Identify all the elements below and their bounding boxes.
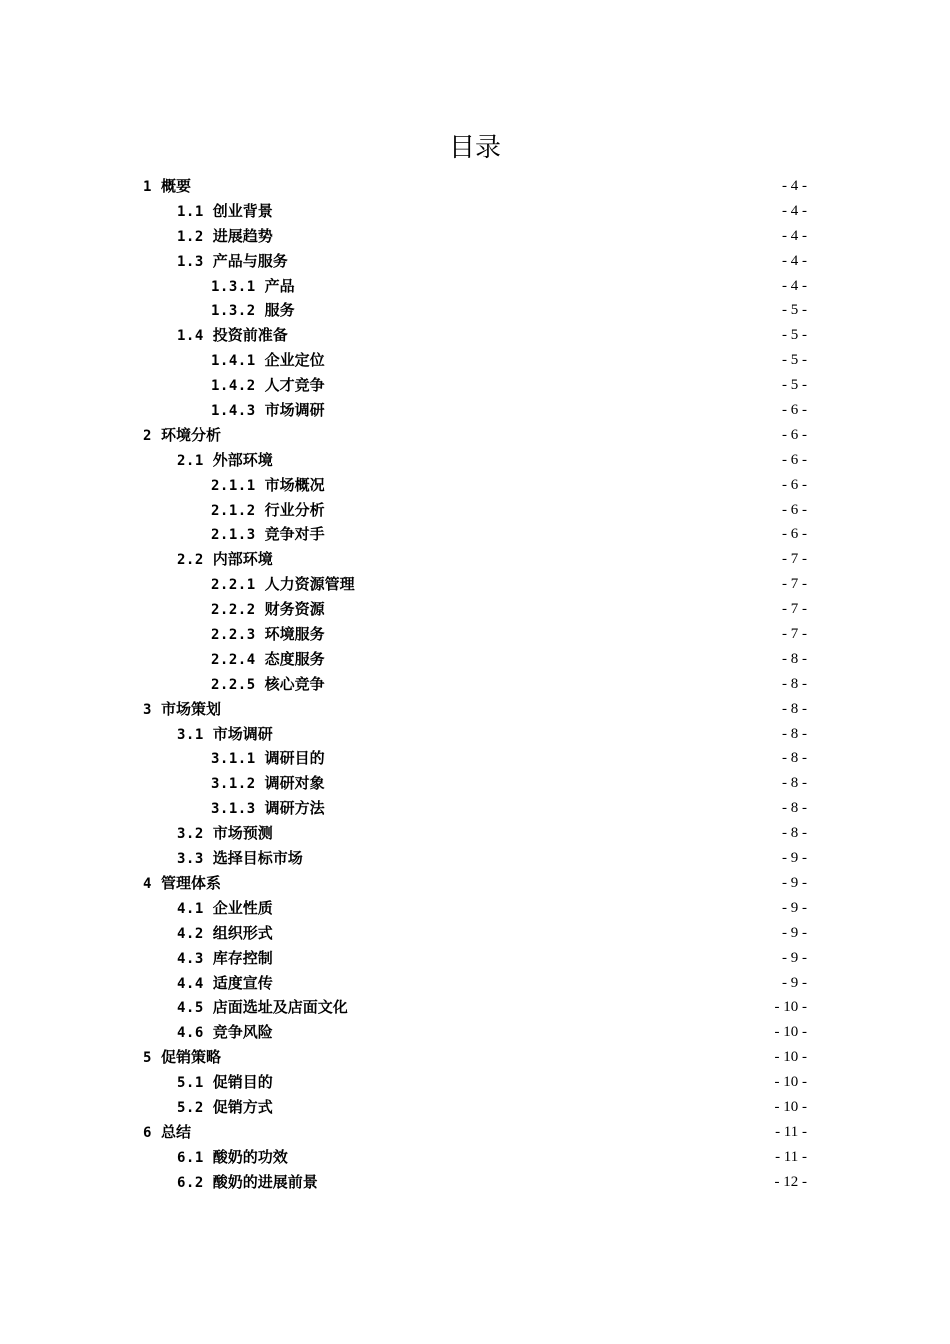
toc-entry-number: 5 [143,1050,152,1067]
toc-entry-number: 4.2 [177,925,204,942]
toc-entry-page: - 4 - [782,252,807,269]
toc-entry[interactable] [143,622,807,647]
toc-entry[interactable] [143,1020,807,1045]
toc-entry-text: 调研目的 [264,749,325,768]
toc-entry-page: - 8 - [782,725,807,742]
toc-entry-text: 企业性质 [212,898,273,917]
toc-entry-page: - 9 - [782,899,807,916]
toc-entry[interactable] [143,522,807,547]
toc-entry-page: - 9 - [782,974,807,991]
toc-entry-page: - 7 - [782,576,807,593]
toc-entry[interactable] [143,946,807,971]
toc-entry-page: - 12 - [774,1173,807,1190]
toc-entry-page: - 11 - [775,1123,807,1140]
toc-entry-number: 3.3 [177,851,204,868]
toc-entry-text: 竞争对手 [264,525,325,544]
toc-entry-text: 投资前准备 [212,326,288,345]
toc-entry-number: 1.3 [177,253,204,270]
toc-entry-page: - 9 - [782,949,807,966]
toc-entry-page: - 8 - [782,675,807,692]
toc-entry-page: - 9 - [782,874,807,891]
toc-entry-page: - 7 - [782,626,807,643]
toc-entry-number: 2.1.1 [211,477,256,494]
toc-entry-page: - 4 - [782,227,807,244]
toc-entry-page: - 8 - [782,650,807,667]
toc-entry-page: - 8 - [782,700,807,717]
toc-entry[interactable] [143,722,807,747]
toc-entry[interactable] [143,1095,807,1120]
toc-entry[interactable] [143,995,807,1020]
toc-entry-number: 1.1 [177,203,204,220]
toc-entry-text: 总结 [160,1122,191,1141]
toc-entry-text: 店面选址及店面文化 [212,998,348,1017]
toc-entry-text: 调研方法 [264,799,325,818]
toc-entry-number: 4.4 [177,975,204,992]
toc-entry-text: 环境服务 [264,625,325,644]
toc-entry-page: - 7 - [782,601,807,618]
toc-entry-number: 4.5 [177,1000,204,1017]
toc-entry-number: 3.1 [177,726,204,743]
toc-entry-text: 人才竞争 [264,376,325,395]
toc-entry-text: 酸奶的进展前景 [212,1172,318,1191]
toc-entry[interactable] [143,846,807,871]
toc-entry-text: 市场调研 [212,724,273,743]
toc-entry-text: 内部环境 [212,550,273,569]
toc-entry-number: 1.2 [177,228,204,245]
toc-entry-text: 产品 [264,276,295,295]
toc-entry[interactable] [143,597,807,622]
toc-entry-text: 市场调研 [264,401,325,420]
toc-entry-page: - 5 - [782,302,807,319]
toc-entry-page: - 9 - [782,924,807,941]
toc-entry-text: 管理体系 [160,873,221,892]
toc-entry[interactable] [143,572,807,597]
toc-entry[interactable] [143,971,807,996]
toc-entry[interactable] [143,746,807,771]
toc-entry-number: 2.2.3 [211,627,256,644]
toc-entry[interactable] [143,1145,807,1170]
toc-entry-number: 1.4.1 [211,353,256,370]
toc-entry-number: 1.4.2 [211,378,256,395]
toc-entry-text: 核心竞争 [264,674,325,693]
toc-entry[interactable] [143,199,807,224]
toc-entry-number: 1.4.3 [211,403,256,420]
toc-entry-page: - 10 - [774,1024,807,1041]
toc-entry-text: 促销方式 [212,1097,273,1116]
toc-entry[interactable] [143,871,807,896]
toc-title: 目录 [448,133,501,163]
toc-entry-page: - 6 - [782,426,807,443]
toc-entry-page: - 5 - [782,377,807,394]
toc-entry-text: 市场策划 [160,699,221,718]
toc-entry-page: - 10 - [774,1074,807,1091]
toc-entry-page: - 10 - [774,1049,807,1066]
toc-entry-page: - 6 - [782,526,807,543]
toc-entry[interactable] [143,771,807,796]
toc-entry-text: 选择目标市场 [212,849,303,868]
toc-entry-text: 态度服务 [264,649,325,668]
toc-entry-text: 行业分析 [264,500,325,519]
toc-entry-number: 6.1 [177,1149,204,1166]
toc-entry-page: - 6 - [782,451,807,468]
toc-entry-number: 1.3.2 [211,303,256,320]
toc-entry[interactable] [143,1170,807,1195]
toc-entry-number: 5.1 [177,1075,204,1092]
toc-entry[interactable] [143,921,807,946]
toc-entry-number: 4.6 [177,1025,204,1042]
toc-entry-text: 酸奶的功效 [212,1147,288,1166]
toc-list [143,174,807,1195]
toc-entry[interactable] [143,473,807,498]
toc-entry-page: - 6 - [782,501,807,518]
toc-entry-number: 1.3.1 [211,278,256,295]
toc-entry-text: 概要 [160,177,191,195]
toc-entry-page: - 4 - [782,277,807,294]
toc-entry[interactable] [143,224,807,249]
toc-entry-number: 2.2.1 [211,577,256,594]
toc-entry-page: - 4 - [782,202,807,219]
toc-entry-page: - 6 - [782,476,807,493]
toc-entry-text: 产品与服务 [212,251,288,270]
toc-entry[interactable] [143,697,807,722]
toc-entry-text: 适度宣传 [212,973,273,992]
toc-entry-number: 1.4 [177,328,204,345]
toc-entry[interactable] [143,423,807,448]
toc-entry[interactable] [143,796,807,821]
toc-entry-text: 市场预测 [212,824,273,843]
toc-entry-page: - 8 - [782,775,807,792]
toc-entry-page: - 5 - [782,352,807,369]
toc-entry-number: 3 [143,701,152,718]
toc-entry-text: 促销目的 [212,1073,273,1092]
toc-entry-number: 6.2 [177,1174,204,1191]
toc-entry[interactable] [143,398,807,423]
toc-entry-number: 2.1.2 [211,502,256,519]
toc-entry-number: 2 [143,427,152,444]
toc-entry[interactable] [143,1120,807,1145]
toc-entry[interactable] [143,1045,807,1070]
toc-entry-page: - 6 - [782,402,807,419]
toc-entry-number: 4 [143,875,152,892]
toc-entry-number: 6 [143,1124,152,1141]
toc-entry[interactable] [143,896,807,921]
toc-entry[interactable] [143,448,807,473]
toc-entry-page: - 8 - [782,800,807,817]
toc-entry-text: 库存控制 [212,948,273,967]
toc-entry[interactable] [143,821,807,846]
toc-entry[interactable] [143,323,807,348]
toc-entry-text: 外部环境 [212,450,273,469]
toc-entry[interactable] [143,547,807,572]
toc-entry[interactable] [143,672,807,697]
toc-entry-text: 财务资源 [264,600,325,619]
toc-entry-number: 4.3 [177,950,204,967]
toc-entry-number: 2.2.5 [211,676,256,693]
toc-entry[interactable] [143,174,807,199]
toc-entry-text: 调研对象 [264,774,325,793]
toc-entry-text: 创业背景 [212,201,273,220]
toc-entry-page: - 7 - [782,551,807,568]
toc-entry-page: - 5 - [782,327,807,344]
toc-entry[interactable] [143,498,807,523]
toc-entry-text: 环境分析 [160,425,221,444]
toc-entry-number: 2.2 [177,552,204,569]
toc-entry-text: 促销策略 [160,1048,221,1067]
toc-entry-number: 3.1.2 [211,776,256,793]
toc-entry-number: 3.2 [177,826,204,843]
toc-entry-number: 3.1.3 [211,801,256,818]
toc-entry-text: 市场概况 [264,475,325,494]
toc-entry-page: - 11 - [775,1148,807,1165]
toc-entry-number: 2.1 [177,452,204,469]
toc-entry-number: 5.2 [177,1099,204,1116]
toc-entry-page: - 8 - [782,825,807,842]
toc-entry-number: 2.2.4 [211,651,256,668]
toc-entry-page: - 10 - [774,1098,807,1115]
toc-entry[interactable] [143,298,807,323]
toc-entry[interactable] [143,249,807,274]
toc-entry-text: 企业定位 [264,351,325,370]
toc-entry[interactable] [143,348,807,373]
toc-entry-number: 2.1.3 [211,527,256,544]
toc-entry-number: 1 [143,179,152,195]
toc-entry-text: 人力资源管理 [264,575,355,594]
toc-entry[interactable] [143,647,807,672]
toc-entry[interactable] [143,1070,807,1095]
toc-entry-page: - 9 - [782,850,807,867]
toc-entry-page: - 8 - [782,750,807,767]
toc-entry-text: 服务 [264,301,295,320]
toc-entry-number: 3.1.1 [211,751,256,768]
toc-entry-number: 2.2.2 [211,602,256,619]
toc-entry[interactable] [143,274,807,299]
toc-entry-number: 4.1 [177,900,204,917]
toc-entry-page: - 10 - [774,999,807,1016]
toc-entry-text: 组织形式 [212,923,273,942]
toc-entry[interactable] [143,373,807,398]
toc-entry-text: 竞争风险 [212,1023,273,1042]
toc-entry-page: - 4 - [782,178,807,194]
toc-entry-text: 进展趋势 [212,226,273,245]
